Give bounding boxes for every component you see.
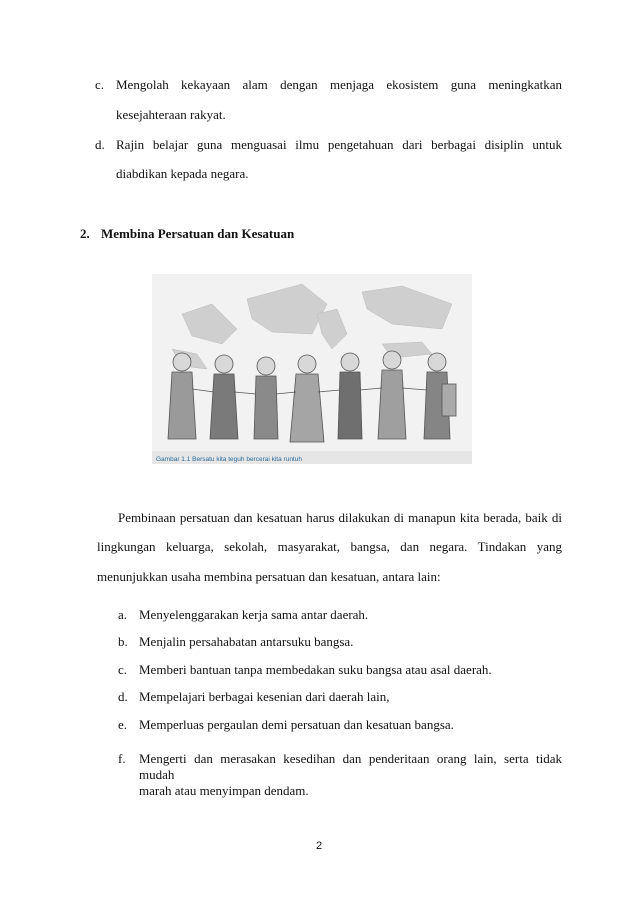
section-number: 2. bbox=[80, 226, 90, 241]
list-item-text: Mempelajari berbagai kesenian dari daerah lain, bbox=[139, 689, 390, 704]
section-title: Membina Persatuan dan Kesatuan bbox=[101, 226, 295, 241]
list-item-label: c. bbox=[95, 77, 105, 92]
list-item-text: Rajin belajar guna menguasai ilmu pengetahuan dari berbagai disiplin untuk bbox=[116, 137, 562, 152]
list-item-text: Memperluas pergaulan demi persatuan dan kesatuan bangsa. bbox=[139, 717, 454, 732]
list-item-label: d. bbox=[95, 137, 105, 152]
paragraph-line: lingkungan keluarga, sekolah, masyarakat, bangsa, dan negara. Tindakan yang bbox=[97, 539, 562, 554]
list-item-text: Memberi bantuan tanpa membedakan suku bangsa atau asal daerah. bbox=[139, 662, 492, 677]
list-item-label: d. bbox=[118, 689, 128, 704]
paragraph-line: menunjukkan usaha membina persatuan dan kesatuan, antara lain: bbox=[97, 569, 441, 584]
figure-illustration bbox=[152, 274, 472, 464]
paragraph-line: Pembinaan persatuan dan kesatuan harus dilakukan di manapun kita berada, baik di bbox=[118, 510, 562, 525]
figure-caption: Gambar 1.1 Bersatu kita teguh bercerai kita runtuh bbox=[156, 456, 302, 463]
list-item-text: marah atau menyimpan dendam. bbox=[139, 783, 309, 798]
list-item-label: c. bbox=[118, 662, 128, 677]
list-item-text: Mengolah kekayaan alam dengan menjaga ekosistem guna meningkatkan bbox=[116, 77, 562, 92]
list-item-text: Menjalin persahabatan antarsuku bangsa. bbox=[139, 634, 354, 649]
list-item-text: kesejahteraan rakyat. bbox=[116, 107, 226, 122]
list-item-label: f. bbox=[118, 751, 126, 766]
list-item-text: Mengerti dan merasakan kesedihan dan penderitaan orang lain, serta tidak mudah bbox=[139, 751, 562, 782]
list-item-text: Menyelenggarakan kerja sama antar daerah. bbox=[139, 607, 369, 622]
list-item-label: b. bbox=[118, 634, 128, 649]
page-number: 2 bbox=[315, 840, 323, 852]
list-item-label: a. bbox=[118, 607, 128, 622]
children-holding-hands-illustration bbox=[152, 274, 472, 464]
list-item-label: e. bbox=[118, 717, 128, 732]
list-item-text: diabdikan kepada negara. bbox=[116, 166, 249, 181]
